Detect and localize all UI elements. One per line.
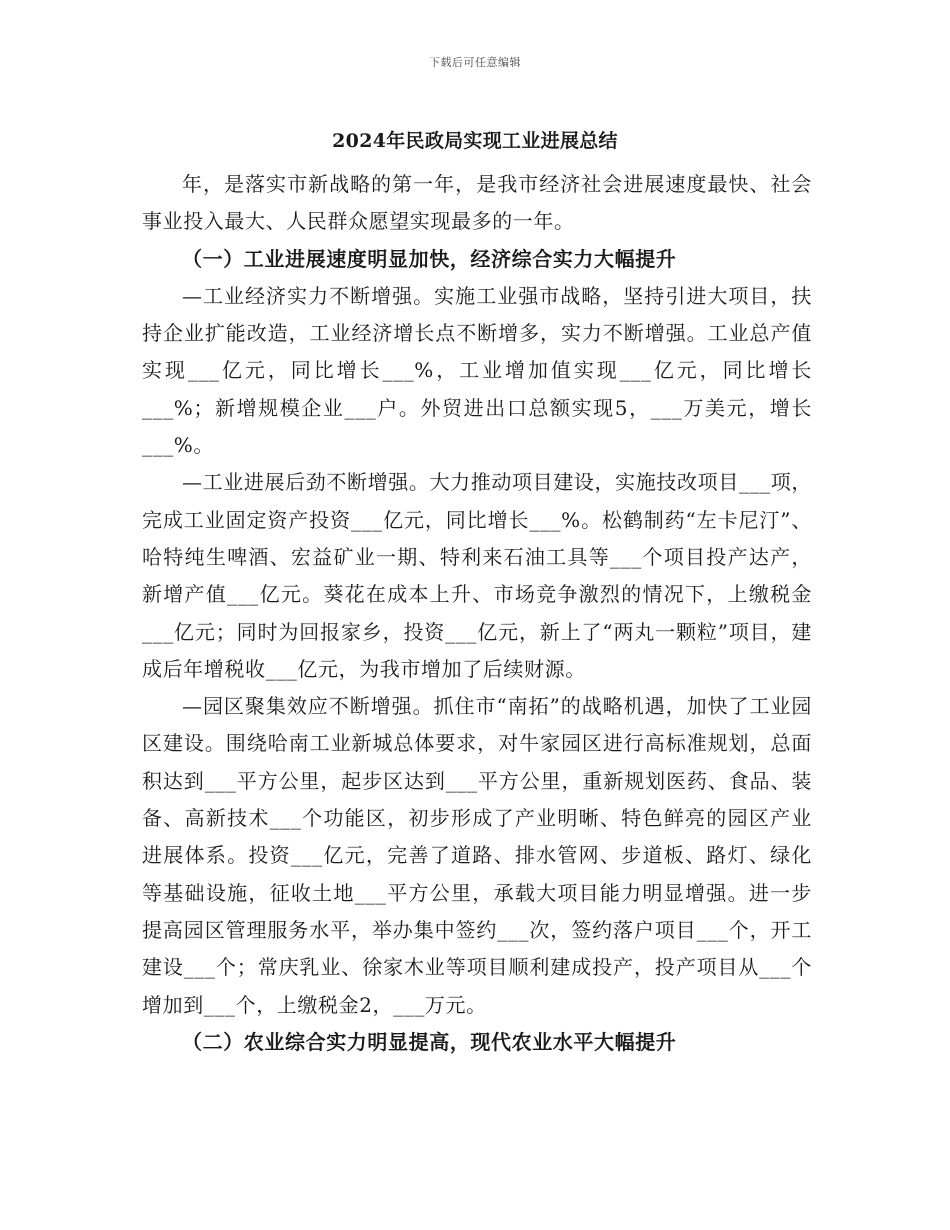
intro-paragraph: 年，是落实市新战略的第一年，是我市经济社会进展速度最快、社会事业投入最大、人民群众愿望实现最多的一年。 xyxy=(142,172,812,234)
section-1-paragraph-1: —工业经济实力不断增强。实施工业强市战略，坚持引进大项目，扶持企业扩能改造，工业经济增长点不断增多，实力不断增强。工业总产值实现___亿元，同比增长___%，工业增加值实现___亿元，同比增长___%；新增规模企业___户。外贸进出口总额实现5，___万美元，增长___%。 xyxy=(142,283,812,458)
section-1-paragraph-2: —工业进展后劲不断增强。大力推动项目建设，实施技改项目___项，完成工业固定资产投资___亿元，同比增长___%。松鹤制药“左卡尼汀”、哈特纯生啤酒、宏益矿业一期、特利来石油工具等___个项目投产达产，新增产值___亿元。葵花在成本上升、市场竞争激烈的情况下，上缴税金___亿元；同时为回报家乡，投资___亿元，新上了“两丸一颗粒”项目，建成后年增税收___亿元，为我市增加了后续财源。 xyxy=(142,470,812,681)
document-body xyxy=(142,166,812,1061)
section-2-heading: （二）农业综合实力明显提高，现代农业水平大幅提升 xyxy=(182,1029,677,1054)
document-title: 2024年民政局实现工业进展总结 xyxy=(332,130,618,152)
header-note: 下载后可任意编辑 xyxy=(429,56,521,69)
section-1-paragraph-3: —园区聚集效应不断增强。抓住市“南拓”的战略机遇，加快了工业园区建设。围绕哈南工业新城总体要求，对牛家园区进行高标准规划，总面积达到___平方公里，起步区达到___平方公里，重新规划医药、食品、装备、高新技术___个功能区，初步形成了产业明晰、特色鲜亮的园区产业进展体系。投资___亿元，完善了道路、排水管网、步道板、路灯、绿化等基础设施，征收土地___平方公里，承载大项目能力明显增强。进一步提高园区管理服务水平，举办集中签约___次，签约落户项目___个，开工建设___个；常庆乳业、徐家木业等项目顺利建成投产，投产项目从___个增加到___个，上缴税金2，___万元。 xyxy=(142,694,812,1017)
section-1-heading: （一）工业进展速度明显加快，经济综合实力大幅提升 xyxy=(182,246,677,271)
